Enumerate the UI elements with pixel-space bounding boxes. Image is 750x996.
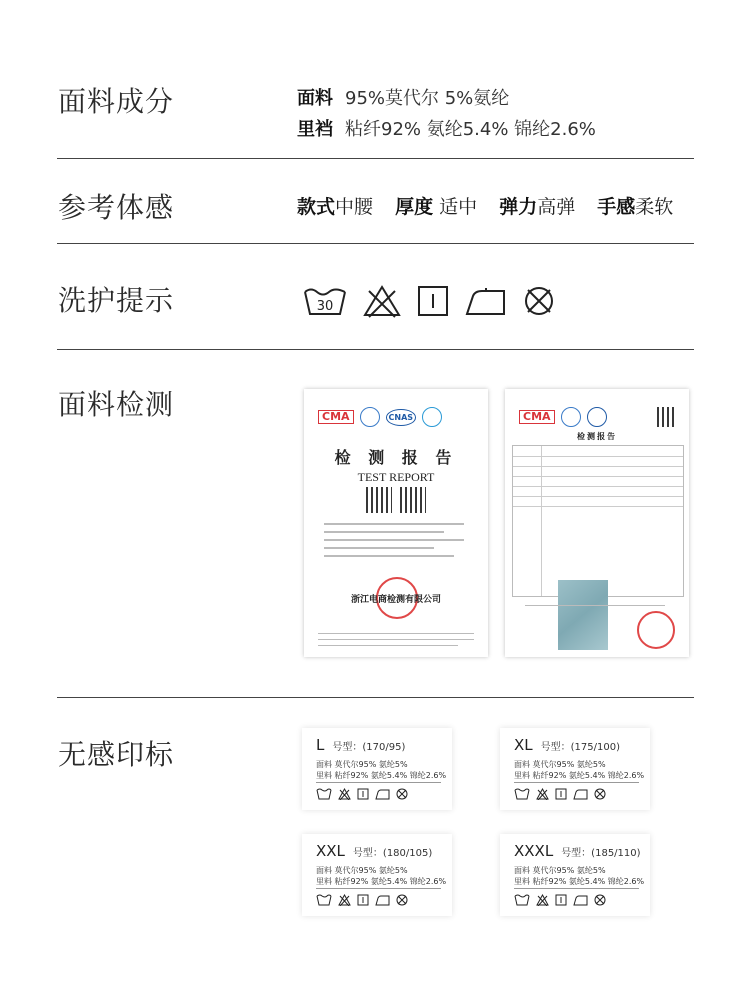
label-fabric-line: 面料 莫代尔95% 氨纶5% <box>514 866 606 875</box>
size-line <box>514 736 620 754</box>
official-seal <box>637 611 675 649</box>
do-not-dry-clean-icon <box>594 788 606 800</box>
fabric-sample-photo <box>558 580 608 650</box>
wash-30-icon <box>514 788 530 800</box>
do-not-dry-clean-icon <box>396 894 408 906</box>
iron-icon <box>573 894 588 906</box>
footer-text-line <box>318 633 474 634</box>
size-height: 号型：(170/95) <box>332 742 406 753</box>
divider <box>57 697 694 698</box>
label-care-icons <box>514 788 606 800</box>
feel-value: 中腰 <box>335 196 374 218</box>
do-not-bleach-icon <box>338 894 351 906</box>
cma-logo: CMA <box>519 410 555 424</box>
label-lining-line: 里料 粘纤92% 氨纶5.4% 锦纶2.6% <box>316 771 447 780</box>
divider <box>57 349 694 350</box>
test-report-cover <box>304 389 488 657</box>
divider <box>57 243 694 244</box>
test-report-detail <box>505 389 689 657</box>
ilac-mra-icon <box>561 407 581 427</box>
iron-icon <box>375 788 390 800</box>
ilac-mra-icon <box>360 407 380 427</box>
feel-value: 高弹 <box>537 196 576 218</box>
wash-30-icon <box>316 894 332 906</box>
tumble-dry-icon <box>416 284 450 318</box>
size-label-xxxl <box>500 834 650 916</box>
tumble-dry-icon <box>357 788 369 800</box>
tumble-dry-icon <box>555 894 567 906</box>
labels-heading: 无感印标 <box>58 738 175 771</box>
label-fabric-line: 面料 莫代尔95% 氨纶5% <box>316 866 408 875</box>
cma-logo: CMA <box>318 410 354 424</box>
qr-code-icon <box>657 407 677 427</box>
care-icons <box>302 278 574 324</box>
label-divider <box>514 782 639 783</box>
qr-code-icon <box>400 487 426 513</box>
cert-logos <box>519 407 607 427</box>
report-table <box>512 445 684 597</box>
label-care-icons <box>316 788 408 800</box>
size-code: XXXL <box>514 842 554 860</box>
label-care-icons <box>514 894 606 906</box>
cnas-logo: CNAS <box>386 409 417 426</box>
size-label-xxl <box>302 834 452 916</box>
size-line <box>316 736 405 754</box>
size-code: XXL <box>316 842 345 860</box>
wash-30-icon <box>302 284 348 318</box>
feel-label: 手感 <box>597 196 636 218</box>
label-fabric-line: 面料 莫代尔95% 氨纶5% <box>514 760 606 769</box>
fabric-lining-label: 里裆 <box>297 119 333 140</box>
feel-item-handfeel <box>597 196 673 218</box>
do-not-bleach-icon <box>338 788 351 800</box>
do-not-bleach-icon <box>536 788 549 800</box>
report-title-cn: 检 测 报 告 <box>334 448 458 467</box>
fabric-heading: 面料成分 <box>58 85 175 118</box>
wash-30-icon <box>514 894 530 906</box>
svg-text:30: 30 <box>316 299 334 314</box>
feel-label: 款式 <box>297 196 336 218</box>
footer-text-line <box>318 645 458 646</box>
do-not-bleach-icon <box>362 284 402 318</box>
label-lining-line: 里料 粘纤92% 氨纶5.4% 锦纶2.6% <box>514 771 645 780</box>
footer-text-line <box>318 639 474 640</box>
do-not-dry-clean-icon <box>522 284 556 318</box>
label-divider <box>316 888 441 889</box>
size-line <box>514 842 641 860</box>
cert-logos <box>318 407 442 427</box>
feel-value: 柔软 <box>635 196 674 218</box>
tumble-dry-icon <box>357 894 369 906</box>
signature-line <box>525 605 665 606</box>
size-label-l <box>302 728 452 810</box>
fabric-main-value: 95%莫代尔 5%氨纶 <box>345 88 510 109</box>
size-height: 号型：(185/110) <box>561 848 641 859</box>
fabric-lining-row <box>297 115 596 141</box>
tumble-dry-icon <box>555 788 567 800</box>
fabric-main-row <box>297 84 509 110</box>
feel-value: 适中 <box>439 196 478 218</box>
report-info-line <box>324 539 464 541</box>
feel-label: 弹力 <box>499 196 538 218</box>
size-height: 号型：(180/105) <box>352 848 433 859</box>
do-not-dry-clean-icon <box>396 788 408 800</box>
size-label-xl <box>500 728 650 810</box>
report-info-line <box>324 547 434 549</box>
report-info-line <box>324 523 464 525</box>
feel-item-style <box>297 196 373 218</box>
feel-items <box>297 192 689 219</box>
testing-company: 浙江电商检测有限公司 <box>350 595 441 605</box>
report-info-line <box>324 555 454 557</box>
wash-30-icon <box>316 788 332 800</box>
report-detail-title: 检测报告 <box>577 432 617 441</box>
care-heading: 洗护提示 <box>58 284 175 317</box>
do-not-dry-clean-icon <box>594 894 606 906</box>
label-divider <box>316 782 441 783</box>
feel-label: 厚度 <box>395 196 434 218</box>
size-line <box>316 842 432 860</box>
label-fabric-line: 面料 莫代尔95% 氨纶5% <box>316 760 408 769</box>
size-height: 号型：(175/100) <box>540 742 620 753</box>
iron-icon <box>573 788 588 800</box>
feel-item-thickness <box>395 196 477 218</box>
size-code: XL <box>514 736 533 754</box>
feel-heading: 参考体感 <box>58 191 175 224</box>
label-lining-line: 里料 粘纤92% 氨纶5.4% 锦纶2.6% <box>514 877 645 886</box>
iron-icon <box>375 894 390 906</box>
certification-icon <box>422 407 442 427</box>
cnas-icon <box>587 407 607 427</box>
divider <box>57 158 694 159</box>
label-lining-line: 里料 粘纤92% 氨纶5.4% 锦纶2.6% <box>316 877 447 886</box>
report-info-line <box>324 531 444 533</box>
fabric-lining-value: 粘纤92% 氨纶5.4% 锦纶2.6% <box>345 119 596 140</box>
fabric-main-label: 面料 <box>297 88 333 109</box>
size-code: L <box>316 736 325 754</box>
iron-icon <box>464 284 508 318</box>
feel-item-elasticity <box>499 196 575 218</box>
label-divider <box>514 888 639 889</box>
do-not-bleach-icon <box>536 894 549 906</box>
report-title-en: TEST REPORT <box>357 470 435 484</box>
label-care-icons <box>316 894 408 906</box>
testing-heading: 面料检测 <box>58 388 175 421</box>
qr-code-icon <box>366 487 392 513</box>
